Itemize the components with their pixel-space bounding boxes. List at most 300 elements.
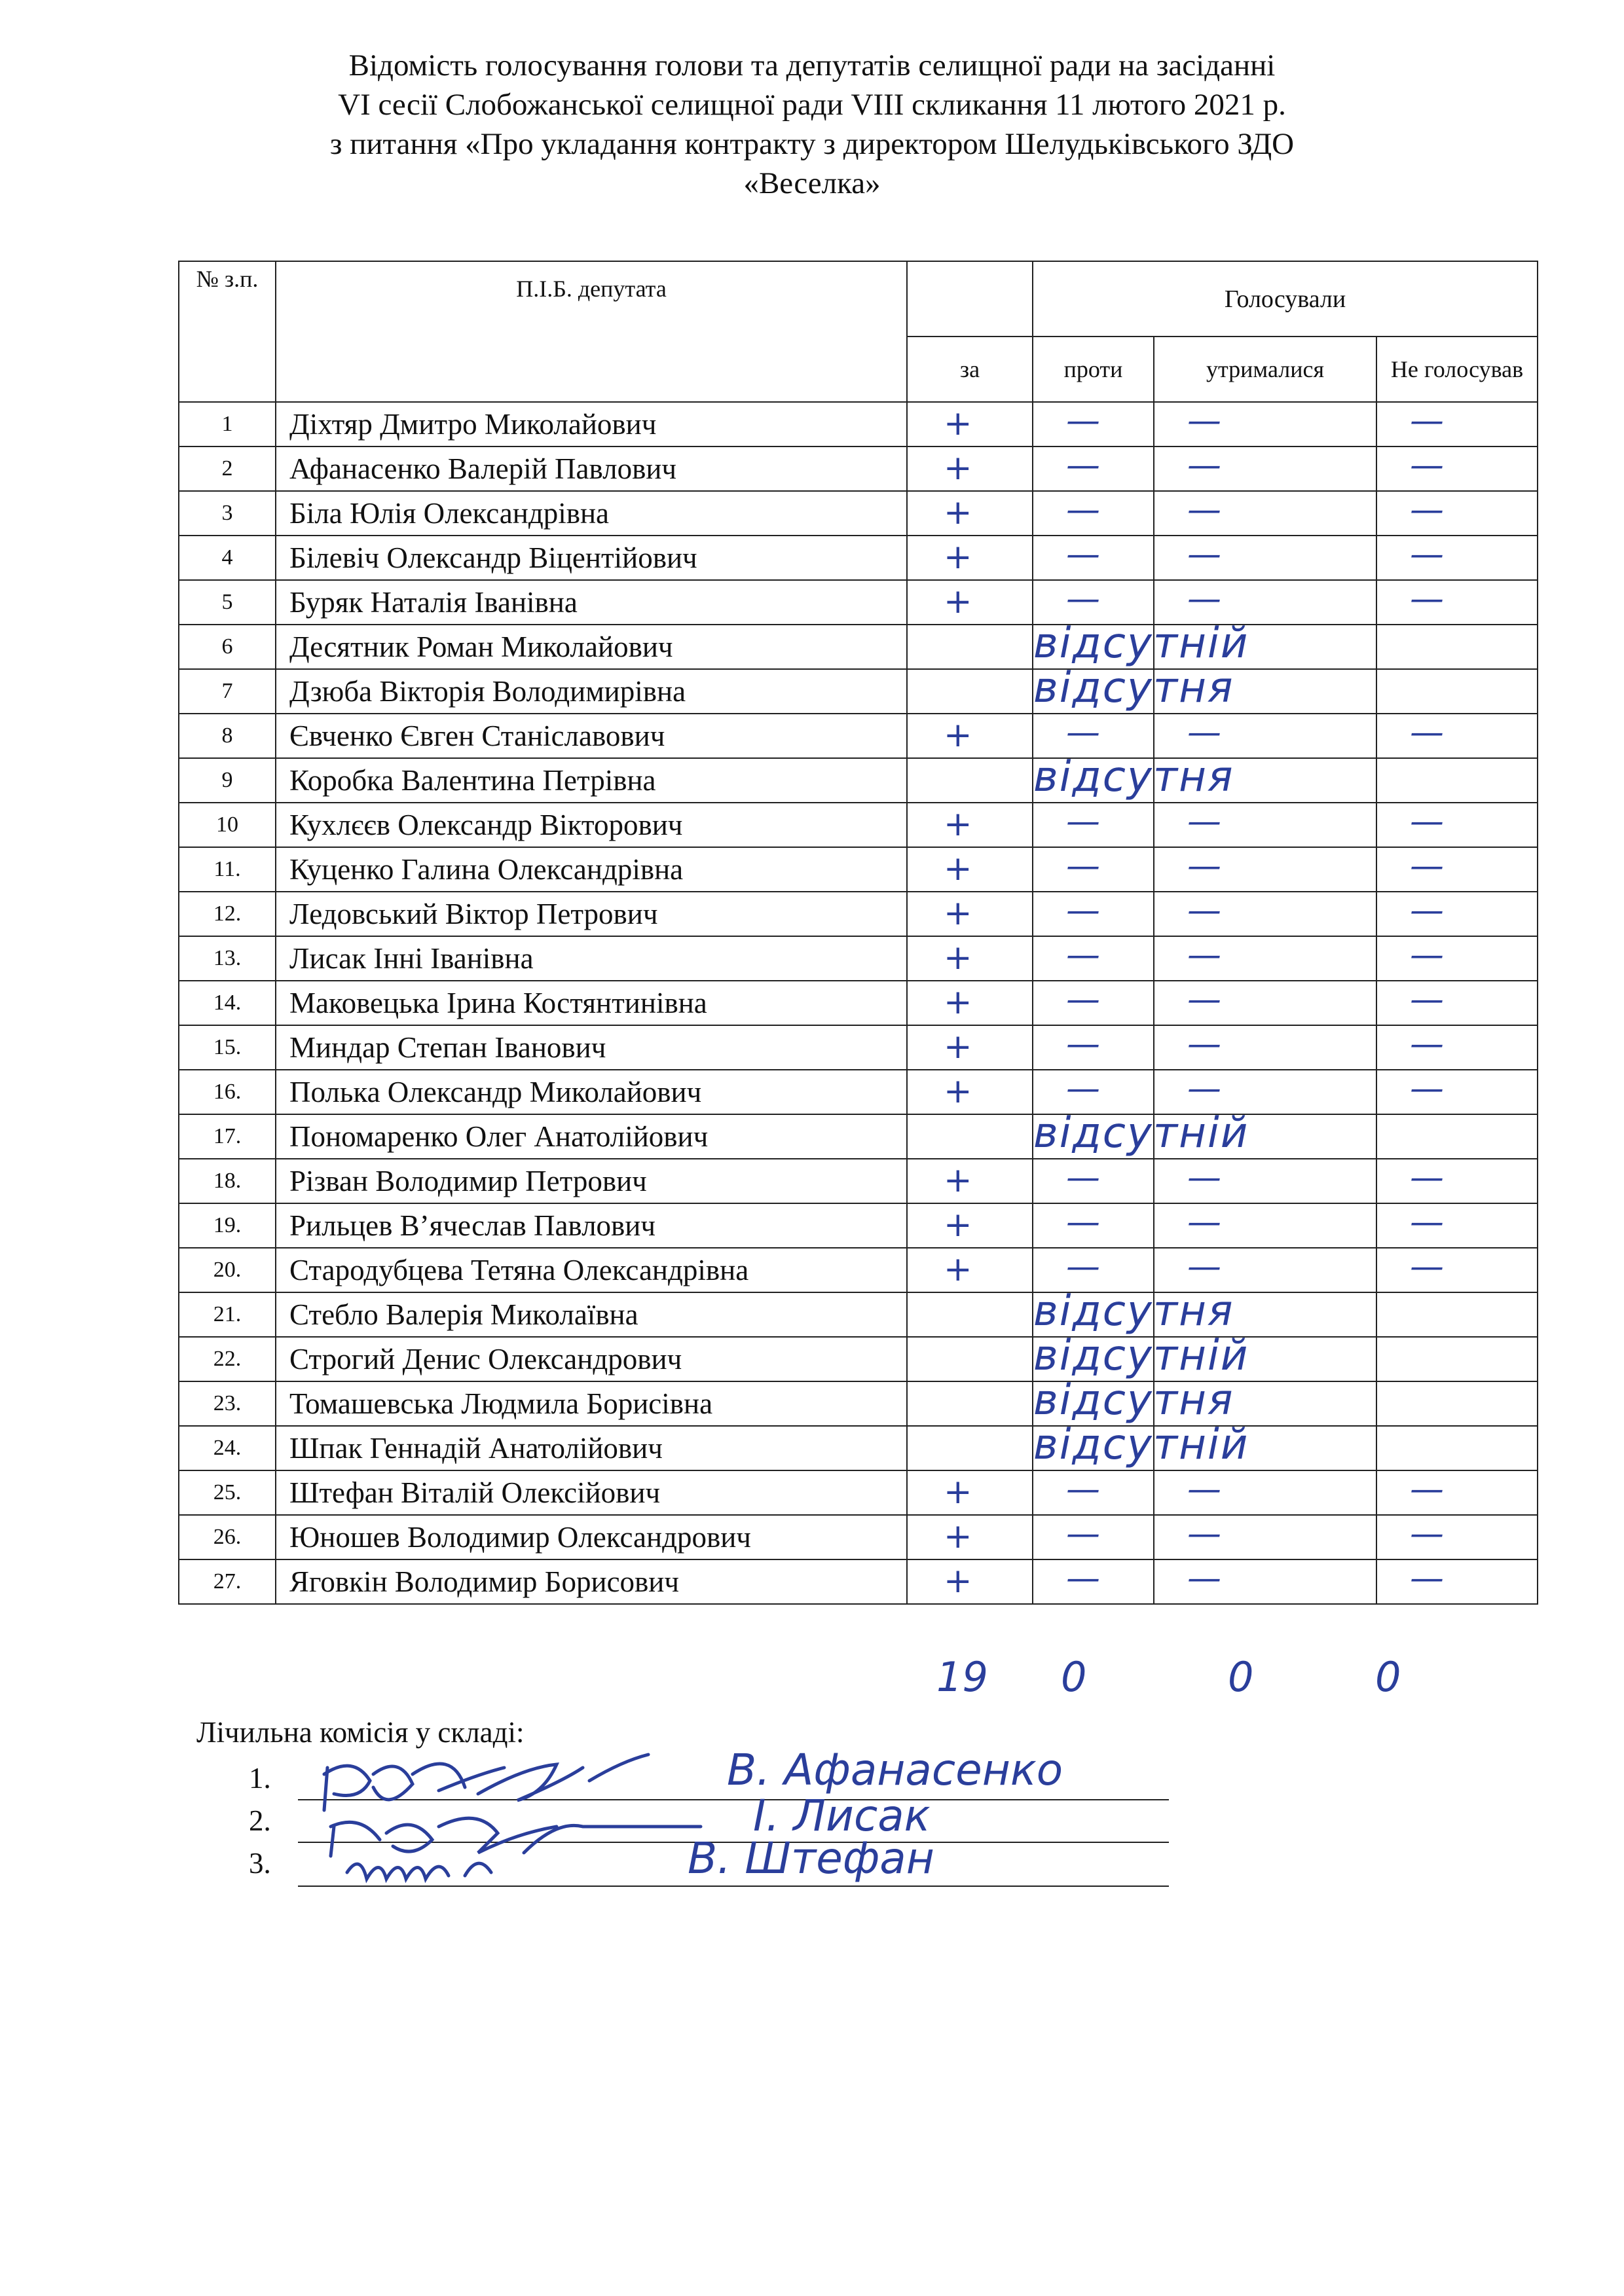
deputy-name: Біла Юлія Олександрівна bbox=[276, 491, 907, 536]
vote-not-voted-cell bbox=[1376, 625, 1538, 669]
vote-abstained-cell bbox=[1154, 402, 1376, 446]
table-row bbox=[179, 1070, 1538, 1114]
vote-not-voted-mark: — bbox=[1410, 1158, 1444, 1197]
deputy-name: Коробка Валентина Петрівна bbox=[276, 758, 907, 803]
vote-against-cell bbox=[1033, 1421, 1249, 1470]
vote-abstained-mark: — bbox=[1187, 1514, 1221, 1554]
total-abstained: 0 bbox=[1228, 1653, 1254, 1701]
deputy-name: Яговкін Володимир Борисович bbox=[276, 1559, 907, 1604]
header-not-voted: Не голосував bbox=[1376, 337, 1538, 402]
vote-for-cell bbox=[907, 714, 1033, 758]
vote-against-cell bbox=[1033, 1248, 1154, 1292]
row-number: 5 bbox=[179, 580, 276, 625]
vote-against-cell bbox=[1033, 1159, 1154, 1203]
vote-against-mark: — bbox=[1066, 1069, 1100, 1108]
row-number: 19. bbox=[179, 1203, 276, 1248]
absent-note: відсутня bbox=[1033, 1376, 1234, 1425]
vote-not-voted-cell bbox=[1376, 1292, 1538, 1337]
vote-against-mark: — bbox=[1066, 1203, 1100, 1242]
vote-against-cell bbox=[1033, 1470, 1154, 1515]
vote-not-voted-mark: — bbox=[1410, 1247, 1444, 1286]
vote-abstained-mark: — bbox=[1187, 579, 1221, 619]
vote-abstained-cell bbox=[1154, 669, 1376, 714]
vote-abstained-mark: — bbox=[1187, 1559, 1221, 1598]
vote-against-cell bbox=[1033, 981, 1154, 1025]
vote-abstained-mark: — bbox=[1187, 1158, 1221, 1197]
absent-note: відсутній bbox=[1033, 1421, 1249, 1469]
row-number: 8 bbox=[179, 714, 276, 758]
vote-against-cell bbox=[1033, 1515, 1154, 1559]
vote-not-voted-mark: — bbox=[1410, 1025, 1444, 1064]
vote-not-voted-cell bbox=[1376, 1203, 1538, 1248]
vote-for-mark: + bbox=[944, 1205, 972, 1245]
vote-against-mark: — bbox=[1066, 1247, 1100, 1286]
deputy-name: Різван Володимир Петрович bbox=[276, 1159, 907, 1203]
vote-against-cell bbox=[1033, 1203, 1154, 1248]
vote-for-mark: + bbox=[944, 983, 972, 1022]
row-number: 12. bbox=[179, 892, 276, 936]
vote-against-mark: — bbox=[1066, 1514, 1100, 1554]
vote-against-cell bbox=[1033, 714, 1154, 758]
row-number: 21. bbox=[179, 1292, 276, 1337]
table-row bbox=[179, 625, 1538, 669]
table-row bbox=[179, 402, 1538, 446]
row-number: 7 bbox=[179, 669, 276, 714]
table-row bbox=[179, 669, 1538, 714]
header-num: № з.п. bbox=[179, 261, 276, 402]
table-row bbox=[179, 580, 1538, 625]
row-number: 16. bbox=[179, 1070, 276, 1114]
vote-abstained-mark: — bbox=[1187, 936, 1221, 975]
commission-label: Лічильна комісія у складі: bbox=[196, 1716, 525, 1749]
vote-for-cell bbox=[907, 669, 1033, 714]
vote-not-voted-cell bbox=[1376, 1426, 1538, 1470]
vote-abstained-cell bbox=[1154, 446, 1376, 491]
row-number: 10 bbox=[179, 803, 276, 847]
vote-not-voted-mark: — bbox=[1410, 936, 1444, 975]
vote-for-cell bbox=[907, 491, 1033, 536]
table-row bbox=[179, 1025, 1538, 1070]
vote-for-cell bbox=[907, 758, 1033, 803]
vote-for-cell bbox=[907, 1114, 1033, 1159]
row-number: 14. bbox=[179, 981, 276, 1025]
vote-for-cell bbox=[907, 402, 1033, 446]
vote-not-voted-cell bbox=[1376, 1470, 1538, 1515]
deputy-name: Пономаренко Олег Анатолійович bbox=[276, 1114, 907, 1159]
vote-for-mark: + bbox=[944, 1250, 972, 1289]
vote-not-voted-mark: — bbox=[1410, 579, 1444, 619]
table-row bbox=[179, 981, 1538, 1025]
vote-abstained-cell bbox=[1154, 1381, 1376, 1426]
vote-for-cell bbox=[907, 1559, 1033, 1604]
vote-for-cell bbox=[907, 1025, 1033, 1070]
table-row bbox=[179, 1426, 1538, 1470]
vote-not-voted-cell bbox=[1376, 892, 1538, 936]
vote-abstained-cell bbox=[1154, 847, 1376, 892]
row-number: 3 bbox=[179, 491, 276, 536]
vote-against-mark: — bbox=[1066, 579, 1100, 619]
vote-against-cell bbox=[1033, 1332, 1249, 1381]
vote-against-cell bbox=[1033, 536, 1154, 580]
row-number: 18. bbox=[179, 1159, 276, 1203]
vote-for-mark: + bbox=[944, 894, 972, 933]
vote-not-voted-cell bbox=[1376, 847, 1538, 892]
vote-not-voted-mark: — bbox=[1410, 1559, 1444, 1598]
member-name: В. Штефан bbox=[688, 1833, 934, 1884]
member-name: І. Лисак bbox=[753, 1791, 931, 1841]
row-number: 1 bbox=[179, 402, 276, 446]
table-row bbox=[179, 936, 1538, 981]
vote-abstained-cell bbox=[1154, 536, 1376, 580]
vote-not-voted-cell bbox=[1376, 1070, 1538, 1114]
deputy-name: Євченко Євген Станіславович bbox=[276, 714, 907, 758]
vote-not-voted-cell bbox=[1376, 981, 1538, 1025]
row-number: 27. bbox=[179, 1559, 276, 1604]
vote-for-cell bbox=[907, 536, 1033, 580]
vote-against-cell bbox=[1033, 402, 1154, 446]
vote-for-cell bbox=[907, 1292, 1033, 1337]
vote-against-mark: — bbox=[1066, 847, 1100, 886]
vote-not-voted-cell bbox=[1376, 936, 1538, 981]
title-line-1: Відомість голосування голови та депутатів селищної ради на засіданні bbox=[348, 48, 1276, 82]
row-number: 6 bbox=[179, 625, 276, 669]
vote-for-mark: + bbox=[944, 582, 972, 621]
vote-for-cell bbox=[907, 1248, 1033, 1292]
vote-abstained-mark: — bbox=[1187, 446, 1221, 485]
row-number: 15. bbox=[179, 1025, 276, 1070]
vote-against-mark: — bbox=[1066, 1470, 1100, 1509]
vote-not-voted-mark: — bbox=[1410, 490, 1444, 530]
vote-for-mark: + bbox=[944, 805, 972, 844]
deputy-name: Шпак Геннадій Анатолійович bbox=[276, 1426, 907, 1470]
vote-for-cell bbox=[907, 847, 1033, 892]
table-row bbox=[179, 847, 1538, 892]
vote-against-mark: — bbox=[1066, 535, 1100, 574]
row-number: 11. bbox=[179, 847, 276, 892]
vote-abstained-mark: — bbox=[1187, 490, 1221, 530]
header-for: за bbox=[907, 337, 1033, 402]
vote-abstained-cell bbox=[1154, 1292, 1376, 1337]
vote-for-cell bbox=[907, 981, 1033, 1025]
table-row bbox=[179, 758, 1538, 803]
vote-against-cell bbox=[1033, 664, 1234, 714]
vote-abstained-cell bbox=[1154, 803, 1376, 847]
vote-for-cell bbox=[907, 1070, 1033, 1114]
deputy-name: Полька Олександр Миколайович bbox=[276, 1070, 907, 1114]
vote-abstained-cell bbox=[1154, 1559, 1376, 1604]
vote-against-cell bbox=[1033, 446, 1154, 491]
vote-against-cell bbox=[1033, 1287, 1234, 1337]
vote-abstained-cell bbox=[1154, 625, 1376, 669]
vote-against-cell bbox=[1033, 1559, 1154, 1604]
vote-abstained-cell bbox=[1154, 1426, 1376, 1470]
deputy-name: Рильцев В’ячеслав Павлович bbox=[276, 1203, 907, 1248]
vote-not-voted-mark: — bbox=[1410, 535, 1444, 574]
vote-against-cell bbox=[1033, 847, 1154, 892]
deputy-name: Стародубцева Тетяна Олександрівна bbox=[276, 1248, 907, 1292]
vote-for-mark: + bbox=[944, 493, 972, 532]
deputy-name: Миндар Степан Іванович bbox=[276, 1025, 907, 1070]
header-voted: Голосували bbox=[1033, 261, 1538, 337]
vote-against-mark: — bbox=[1066, 891, 1100, 930]
vote-not-voted-cell bbox=[1376, 1515, 1538, 1559]
absent-note: відсутній bbox=[1033, 619, 1249, 668]
vote-against-mark: — bbox=[1066, 713, 1100, 752]
table-row bbox=[179, 1292, 1538, 1337]
vote-for-cell bbox=[907, 625, 1033, 669]
vote-against-mark: — bbox=[1066, 936, 1100, 975]
table-row bbox=[179, 1470, 1538, 1515]
row-number: 9 bbox=[179, 758, 276, 803]
table-row bbox=[179, 1203, 1538, 1248]
vote-for-mark: + bbox=[944, 1561, 972, 1601]
vote-abstained-cell bbox=[1154, 981, 1376, 1025]
table-row bbox=[179, 536, 1538, 580]
vote-not-voted-mark: — bbox=[1410, 980, 1444, 1019]
vote-not-voted-cell bbox=[1376, 1025, 1538, 1070]
table-row bbox=[179, 714, 1538, 758]
deputy-name: Буряк Наталія Іванівна bbox=[276, 580, 907, 625]
total-for: 19 bbox=[936, 1653, 988, 1701]
row-number: 13. bbox=[179, 936, 276, 981]
member-name: В. Афанасенко bbox=[727, 1745, 1063, 1795]
vote-for-mark: + bbox=[944, 1072, 972, 1111]
vote-against-mark: — bbox=[1066, 401, 1100, 441]
row-number: 25. bbox=[179, 1470, 276, 1515]
deputy-name: Кухлєєв Олександр Вікторович bbox=[276, 803, 907, 847]
table-row bbox=[179, 491, 1538, 536]
vote-for-cell bbox=[907, 936, 1033, 981]
vote-not-voted-mark: — bbox=[1410, 401, 1444, 441]
absent-note: відсутня bbox=[1033, 1287, 1234, 1336]
vote-abstained-mark: — bbox=[1187, 1069, 1221, 1108]
vote-abstained-cell bbox=[1154, 714, 1376, 758]
table-row bbox=[179, 1559, 1538, 1604]
vote-not-voted-cell bbox=[1376, 1248, 1538, 1292]
vote-against-mark: — bbox=[1066, 490, 1100, 530]
header-abstained: утрималися bbox=[1154, 337, 1376, 402]
vote-against-cell bbox=[1033, 753, 1234, 803]
vote-for-mark: + bbox=[944, 849, 972, 888]
vote-not-voted-cell bbox=[1376, 758, 1538, 803]
vote-for-cell bbox=[907, 446, 1033, 491]
vote-for-mark: + bbox=[944, 404, 972, 443]
vote-for-mark: + bbox=[944, 1027, 972, 1066]
deputy-name: Куценко Галина Олександрівна bbox=[276, 847, 907, 892]
vote-abstained-cell bbox=[1154, 1203, 1376, 1248]
deputy-name: Ледовський Віктор Петрович bbox=[276, 892, 907, 936]
vote-for-mark: + bbox=[944, 938, 972, 977]
vote-abstained-mark: — bbox=[1187, 713, 1221, 752]
vote-against-mark: — bbox=[1066, 802, 1100, 841]
vote-against-cell bbox=[1033, 892, 1154, 936]
vote-not-voted-mark: — bbox=[1410, 847, 1444, 886]
vote-for-cell bbox=[907, 580, 1033, 625]
vote-for-cell bbox=[907, 1159, 1033, 1203]
table-row bbox=[179, 892, 1538, 936]
header-empty bbox=[907, 261, 1033, 337]
vote-not-voted-mark: — bbox=[1410, 1514, 1444, 1554]
vote-not-voted-mark: — bbox=[1410, 1470, 1444, 1509]
vote-not-voted-cell bbox=[1376, 580, 1538, 625]
vote-for-mark: + bbox=[944, 538, 972, 577]
row-number: 24. bbox=[179, 1426, 276, 1470]
vote-against-cell bbox=[1033, 1109, 1249, 1159]
vote-not-voted-cell bbox=[1376, 1337, 1538, 1381]
vote-abstained-cell bbox=[1154, 936, 1376, 981]
vote-abstained-mark: — bbox=[1187, 1025, 1221, 1064]
vote-abstained-cell bbox=[1154, 580, 1376, 625]
vote-not-voted-cell bbox=[1376, 446, 1538, 491]
table-row bbox=[179, 1159, 1538, 1203]
title-line-3: з питання «Про укладання контракту з директором Шелудьківського ЗДО bbox=[329, 127, 1295, 161]
vote-abstained-mark: — bbox=[1187, 535, 1221, 574]
vote-abstained-mark: — bbox=[1187, 1247, 1221, 1286]
vote-for-mark: + bbox=[944, 1517, 972, 1556]
deputy-name: Десятник Роман Миколайович bbox=[276, 625, 907, 669]
vote-not-voted-mark: — bbox=[1410, 891, 1444, 930]
table-body bbox=[179, 402, 1538, 1604]
table-row bbox=[179, 1248, 1538, 1292]
vote-for-cell bbox=[907, 1470, 1033, 1515]
vote-against-mark: — bbox=[1066, 980, 1100, 1019]
vote-abstained-cell bbox=[1154, 1025, 1376, 1070]
vote-for-cell bbox=[907, 1203, 1033, 1248]
row-number: 23. bbox=[179, 1381, 276, 1426]
table-row bbox=[179, 446, 1538, 491]
vote-abstained-cell bbox=[1154, 1159, 1376, 1203]
vote-for-mark: + bbox=[944, 448, 972, 488]
total-against: 0 bbox=[1061, 1653, 1087, 1701]
deputy-name: Строгий Денис Олександрович bbox=[276, 1337, 907, 1381]
vote-against-cell bbox=[1033, 580, 1154, 625]
vote-not-voted-mark: — bbox=[1410, 713, 1444, 752]
vote-not-voted-mark: — bbox=[1410, 802, 1444, 841]
deputy-name: Діхтяр Дмитро Миколайович bbox=[276, 402, 907, 446]
vote-against-cell bbox=[1033, 1376, 1234, 1426]
table-row bbox=[179, 1337, 1538, 1381]
vote-against-cell bbox=[1033, 619, 1249, 669]
vote-not-voted-cell bbox=[1376, 669, 1538, 714]
vote-not-voted-cell bbox=[1376, 402, 1538, 446]
vote-not-voted-cell bbox=[1376, 1559, 1538, 1604]
vote-abstained-mark: — bbox=[1187, 891, 1221, 930]
vote-abstained-cell bbox=[1154, 1515, 1376, 1559]
absent-note: відсутній bbox=[1033, 1332, 1249, 1380]
title-line-2: VI сесії Слобожанської селищної ради VIII скликання 11 лютого 2021 р. bbox=[338, 88, 1286, 122]
deputy-name: Маковецька Ірина Костянтинівна bbox=[276, 981, 907, 1025]
vote-for-cell bbox=[907, 803, 1033, 847]
table-row bbox=[179, 1114, 1538, 1159]
header-name: П.І.Б. депутата bbox=[276, 261, 907, 402]
vote-against-cell bbox=[1033, 1025, 1154, 1070]
row-number: 22. bbox=[179, 1337, 276, 1381]
vote-against-mark: — bbox=[1066, 446, 1100, 485]
row-number: 20. bbox=[179, 1248, 276, 1292]
vote-for-mark: + bbox=[944, 1472, 972, 1512]
vote-for-cell bbox=[907, 1381, 1033, 1426]
table-row bbox=[179, 1381, 1538, 1426]
absent-note: відсутня bbox=[1033, 664, 1234, 712]
member-number: 2. bbox=[249, 1804, 271, 1837]
absent-note: відсутня bbox=[1033, 753, 1234, 801]
table-row bbox=[179, 1515, 1538, 1559]
vote-abstained-mark: — bbox=[1187, 980, 1221, 1019]
handwritten-signatures bbox=[308, 1728, 714, 1892]
vote-abstained-mark: — bbox=[1187, 802, 1221, 841]
vote-abstained-cell bbox=[1154, 1470, 1376, 1515]
document-title bbox=[131, 46, 1493, 203]
vote-against-cell bbox=[1033, 936, 1154, 981]
vote-abstained-mark: — bbox=[1187, 401, 1221, 441]
vote-abstained-mark: — bbox=[1187, 1470, 1221, 1509]
vote-abstained-cell bbox=[1154, 491, 1376, 536]
vote-abstained-cell bbox=[1154, 1337, 1376, 1381]
deputy-name: Штефан Віталій Олексійович bbox=[276, 1470, 907, 1515]
voting-table bbox=[178, 261, 1538, 1605]
vote-not-voted-mark: — bbox=[1410, 1069, 1444, 1108]
vote-against-cell bbox=[1033, 1070, 1154, 1114]
table-row bbox=[179, 803, 1538, 847]
vote-not-voted-cell bbox=[1376, 491, 1538, 536]
header-against: проти bbox=[1033, 337, 1154, 402]
deputy-name: Томашевська Людмила Борисівна bbox=[276, 1381, 907, 1426]
row-number: 17. bbox=[179, 1114, 276, 1159]
vote-for-cell bbox=[907, 1426, 1033, 1470]
total-not-voted: 0 bbox=[1375, 1653, 1401, 1701]
vote-not-voted-cell bbox=[1376, 803, 1538, 847]
vote-abstained-mark: — bbox=[1187, 847, 1221, 886]
deputy-name: Юношев Володимир Олександрович bbox=[276, 1515, 907, 1559]
vote-abstained-cell bbox=[1154, 892, 1376, 936]
vote-not-voted-cell bbox=[1376, 1159, 1538, 1203]
vote-not-voted-cell bbox=[1376, 1114, 1538, 1159]
vote-not-voted-cell bbox=[1376, 1381, 1538, 1426]
deputy-name: Білевіч Олександр Віцентійович bbox=[276, 536, 907, 580]
row-number: 4 bbox=[179, 536, 276, 580]
vote-not-voted-cell bbox=[1376, 714, 1538, 758]
vote-not-voted-mark: — bbox=[1410, 1203, 1444, 1242]
member-number: 1. bbox=[249, 1762, 271, 1795]
deputy-name: Дзюба Вікторія Володимирівна bbox=[276, 669, 907, 714]
title-line-4: «Веселка» bbox=[743, 166, 881, 200]
absent-note: відсутній bbox=[1033, 1109, 1249, 1157]
vote-for-mark: + bbox=[944, 716, 972, 755]
deputy-name: Лисак Інні Іванівна bbox=[276, 936, 907, 981]
deputy-name: Афанасенко Валерій Павлович bbox=[276, 446, 907, 491]
vote-against-cell bbox=[1033, 491, 1154, 536]
vote-against-mark: — bbox=[1066, 1025, 1100, 1064]
vote-abstained-cell bbox=[1154, 1070, 1376, 1114]
deputy-name: Стебло Валерія Миколаївна bbox=[276, 1292, 907, 1337]
vote-against-mark: — bbox=[1066, 1158, 1100, 1197]
vote-against-mark: — bbox=[1066, 1559, 1100, 1598]
vote-not-voted-cell bbox=[1376, 536, 1538, 580]
vote-for-cell bbox=[907, 892, 1033, 936]
vote-not-voted-mark: — bbox=[1410, 446, 1444, 485]
row-number: 2 bbox=[179, 446, 276, 491]
vote-for-mark: + bbox=[944, 1161, 972, 1200]
vote-abstained-cell bbox=[1154, 758, 1376, 803]
vote-against-cell bbox=[1033, 803, 1154, 847]
vote-abstained-cell bbox=[1154, 1114, 1376, 1159]
member-number: 3. bbox=[249, 1847, 271, 1880]
vote-abstained-mark: — bbox=[1187, 1203, 1221, 1242]
vote-abstained-cell bbox=[1154, 1248, 1376, 1292]
vote-for-cell bbox=[907, 1515, 1033, 1559]
row-number: 26. bbox=[179, 1515, 276, 1559]
vote-for-cell bbox=[907, 1337, 1033, 1381]
